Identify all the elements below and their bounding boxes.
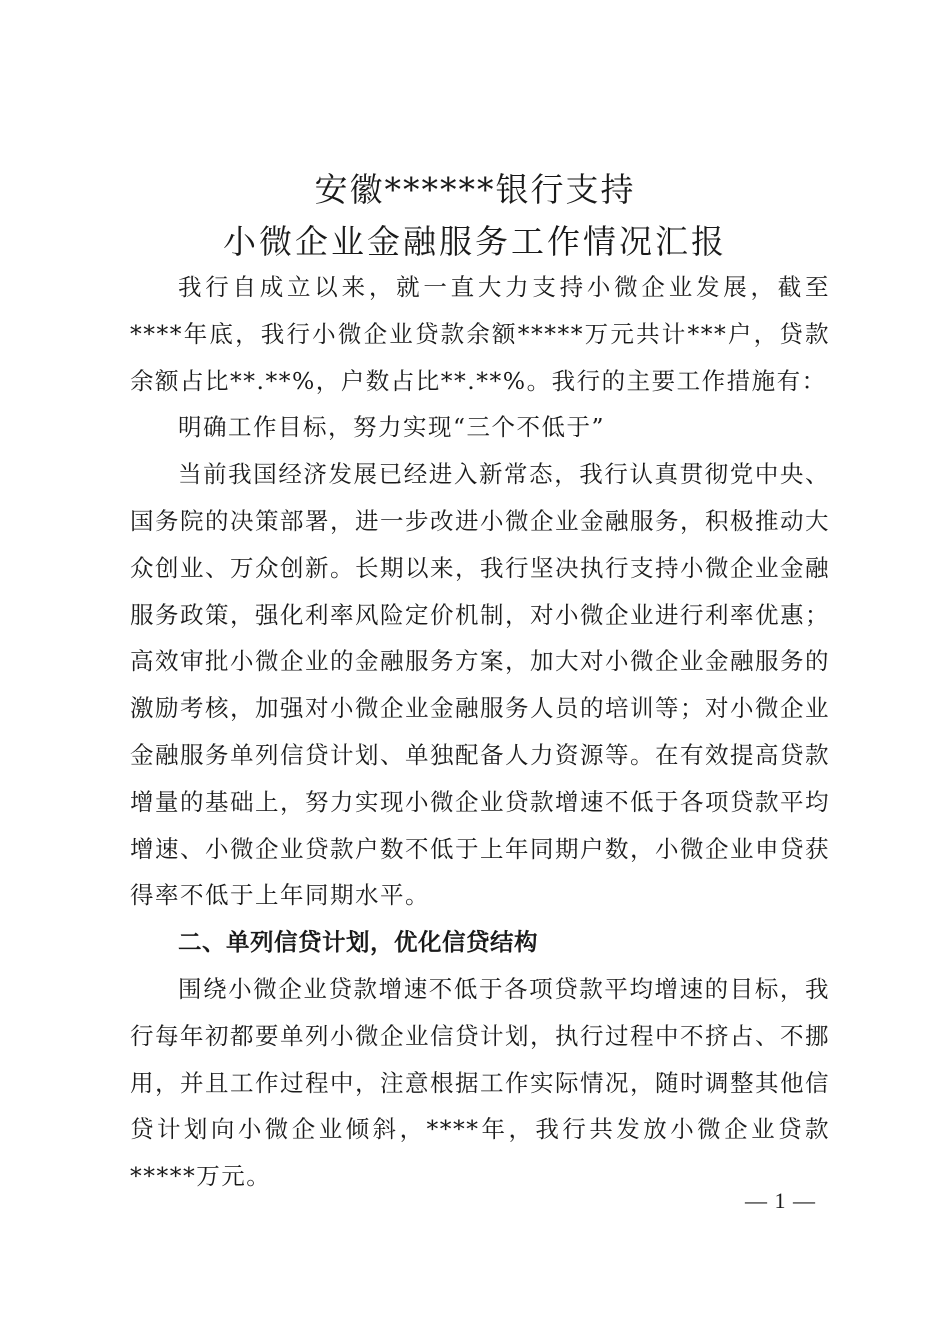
document-body <box>130 264 830 1200</box>
section2-paragraph: 围绕小微企业贷款增速不低于各项贷款平均增速的目标，我行每年初都要单列小微企业信贷计划，执行过程中不挤占、不挪用，并且工作过程中，注意根据工作实际情况，随时调整其他信贷计划向小微企业倾斜，****年，我行共发放小微企业贷款*****万元。 <box>130 974 830 1191</box>
section1-paragraph: 当前我国经济发展已经进入新常态，我行认真贯彻党中央、国务院的决策部署，进一步改进小微企业金融服务，积极推动大众创业、万众创新。长期以来，我行坚决执行支持小微企业金融服务政策，强化利率风险定价机制，对小微企业进行利率优惠；高效审批小微企业的金融服务方案，加大对小微企业金融服务的激励考核，加强对小微企业金融服务人员的培训等；对小微企业金融服务单列信贷计划、单独配备人力资源等。在有效提高贷款增量的基础上，努力实现小微企业贷款增速不低于各项贷款平均增速、小微企业贷款户数不低于上年同期户数，小微企业申贷获得率不低于上年同期水平。 <box>130 460 830 910</box>
document-title-line1: 安徽******银行支持 <box>314 170 636 209</box>
section2-heading: 二、单列信贷计划，优化信贷结构 <box>178 928 538 957</box>
page-number: — 1 — <box>745 1188 816 1213</box>
document-title-line2: 小微企业金融服务工作情况汇报 <box>223 222 727 261</box>
section1-heading: 明确工作目标，努力实现“三个不低于” <box>178 413 606 442</box>
intro-paragraph: 我行自成立以来，就一直大力支持小微企业发展，截至****年底，我行小微企业贷款余额*****万元共计***户，贷款余额占比**.**%，户数占比**.**%。我行的主要工作措施有： <box>130 273 830 395</box>
